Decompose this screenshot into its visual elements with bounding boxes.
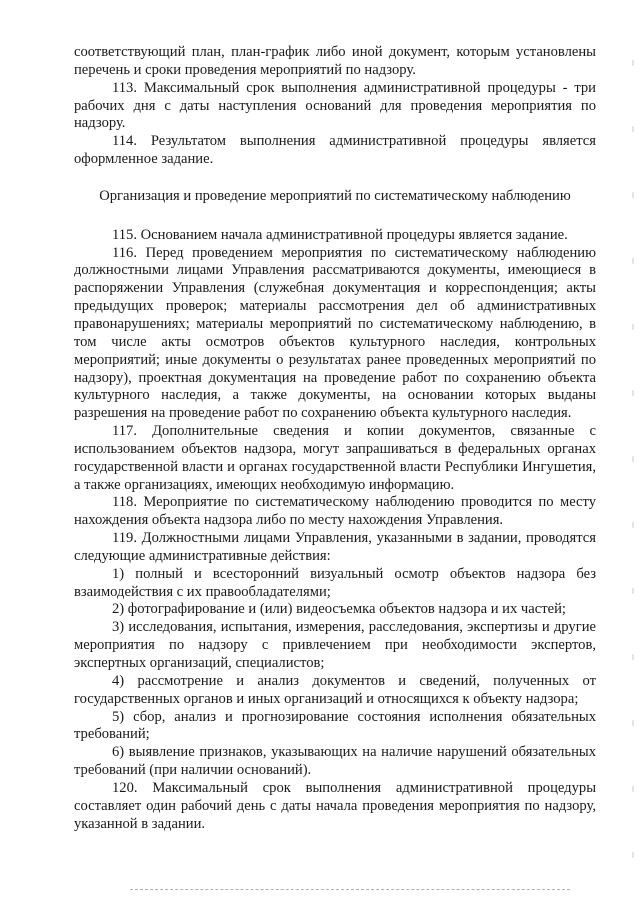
list-item-119-4: 4) рассмотрение и анализ документов и сведений, полученных от государственных органов и иных организаций и относящихся к объекту надзора; [74,672,596,707]
list-item-119-1: 1) полный и всесторонний визуальный осмотр объектов надзора без взаимодействия с их правообладателями; [74,565,596,600]
paragraph-115: 115. Основанием начала административной процедуры является задание. [112,226,568,243]
scan-edge-marks [632,0,634,905]
paragraph-113: 113. Максимальный срок выполнения административной процедуры - три рабочих дня с даты наступления оснований для проведения мероприятия по надзору. [74,79,596,132]
paragraph-117: 117. Дополнительные сведения и копии документов, связанные с использованием объектов надзора, могут запрашиваться в федеральных органах государственной власти и органах государственной власти Республики Ингушетия, а также организациях, имеющих необходимую информацию. [74,423,596,493]
scan-bottom-rule [130,889,570,890]
list-item-119-5: 5) сбор, анализ и прогнозирование состояния исполнения обязательных требований; [74,708,596,743]
paragraph-119: 119. Должностными лицами Управления, указанными в задании, проводятся следующие административные действия: [74,530,596,564]
paragraph-116: 116. Перед проведением мероприятия по систематическому наблюдению должностными лицами Управления рассматриваются документы, имеющиеся в распоряжении Управления (служебная документация и корреспонденция; акты предыдущих проверок; материалы рассмотрения дел об административных правонарушениях; материалы мероприятий по систематическому наблюдению, в том числе акты осмотров объектов культурного наследия, контрольных мероприятий; иные документы о результатах ранее проведенных мероприятий по надзору), проектная документация на проведение работ по сохранению объекта культурного наследия, а также документы, на основании которых выданы разрешения на проведение работ по сохранению объекта культурного наследия. [74,244,596,422]
document-body [74,44,596,833]
paragraph-118: 118. Мероприятие по систематическому наблюдению проводится по месту нахождения объекта надзора либо по месту нахождения Управления. [74,494,596,529]
section-heading: Организация и проведение мероприятий по систематическому наблюдению [99,187,571,204]
paragraph-continuation: соответствующий план, план-график либо иной документ, которым установлены перечень и сроки проведения мероприятий по надзору. [74,44,596,78]
paragraph-120: 120. Максимальный срок выполнения административной процедуры составляет один рабочий день с даты начала проведения мероприятия по надзору, указанной в задании. [74,779,596,832]
paragraph-114: 114. Результатом выполнения административной процедуры является оформленное задание. [74,133,596,168]
list-item-119-3: 3) исследования, испытания, измерения, расследования, экспертизы и другие мероприятия по надзору с привлечением при необходимости экспертов, экспертных организаций, специалистов; [74,619,596,671]
list-item-119-2: 2) фотографирование и (или) видеосъемка объектов надзора и их частей; [112,601,566,618]
list-item-119-6: 6) выявление признаков, указывающих на наличие нарушений обязательных требований (при наличии оснований). [74,744,596,779]
